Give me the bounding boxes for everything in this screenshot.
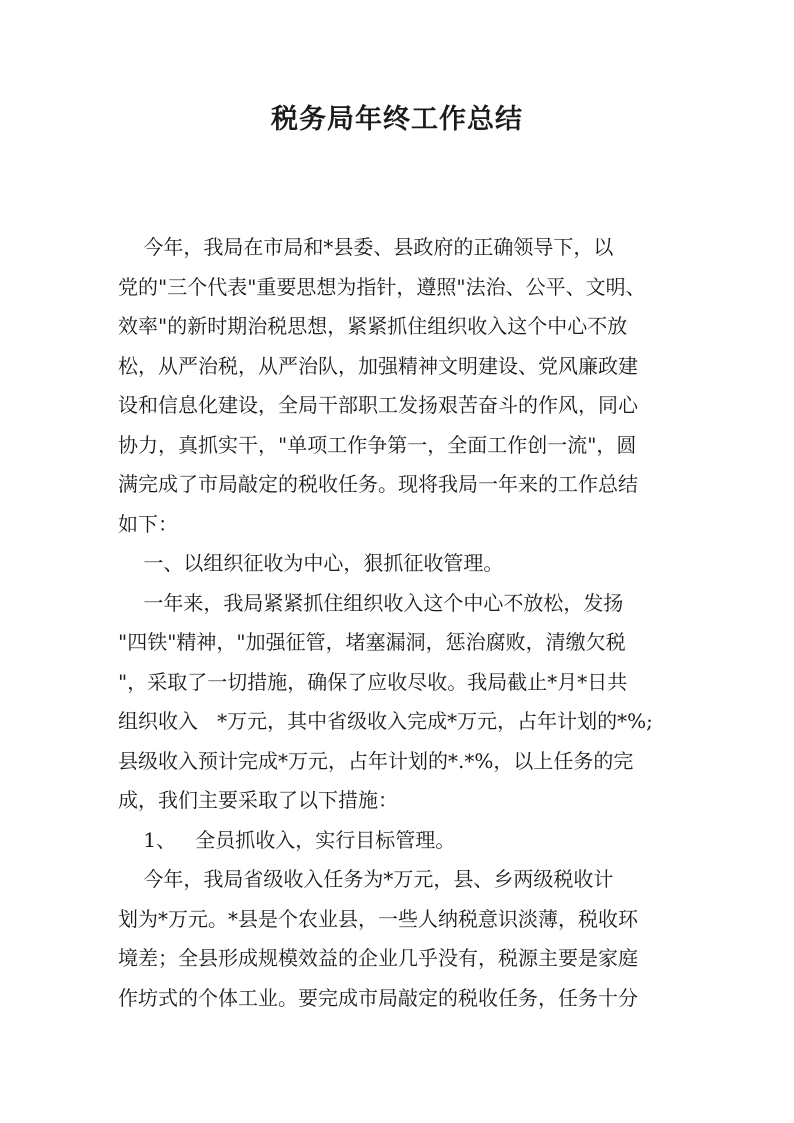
text-line: 协力，真抓实干，"单项工作争第一，全面工作创一流"，圆	[118, 432, 637, 457]
text-line: 成，我们主要采取了以下措施：	[118, 788, 398, 812]
text-line: 如下：	[118, 511, 178, 536]
text-line: 一年来，我局紧紧抓住组织收入这个中心不放松，发扬	[118, 590, 624, 615]
text-line: 作坊式的个体工业。要完成市局敲定的税收任务，任务十分	[118, 985, 638, 1010]
text-line: "四铁"精神，"加强征管，堵塞漏洞，惩治腐败，清缴欠税	[118, 630, 626, 654]
text-line: 组织收入 *万元，其中省级收入完成*万元，占年计划的*%;	[118, 709, 653, 733]
document-title: 税务局年终工作总结	[271, 104, 523, 135]
text-line: 满完成了市局敲定的税收任务。现将我局一年来的工作总结	[118, 472, 638, 496]
text-line: "，采取了一切措施，确保了应收尽收。我局截止*月*日共	[118, 669, 628, 694]
text-line: 县级收入预计完成*万元，占年计划的*.*%，以上任务的完	[118, 748, 634, 773]
text-line: 效率"的新时期治税思想，紧紧抓住组织收入这个中心不放	[118, 314, 628, 338]
text-line: 党的"三个代表"重要思想为指针，遵照"法治、公平、文明、	[118, 274, 646, 299]
section-heading: 一、以组织征收为中心，狠抓征收管理。	[118, 551, 504, 575]
subsection-heading: 1、 全员抓收入，实行目标管理。	[118, 827, 456, 852]
text-line: 划为*万元。*县是个农业县，一些人纳税意识淡薄，税收环	[118, 906, 638, 931]
text-line: 今年，我局在市局和*县委、县政府的正确领导下，以	[118, 235, 614, 259]
document-body	[118, 228, 684, 1018]
text-line: 境差；全县形成规模效益的企业几乎没有，税源主要是家庭	[118, 946, 638, 970]
text-line: 今年，我局省级收入任务为*万元，县、乡两级税收计	[118, 867, 614, 891]
text-line: 松，从严治税，从严治队，加强精神文明建设、党风廉政建	[118, 353, 638, 378]
text-line: 设和信息化建设，全局干部职工发扬艰苦奋斗的作风，同心	[118, 393, 638, 417]
